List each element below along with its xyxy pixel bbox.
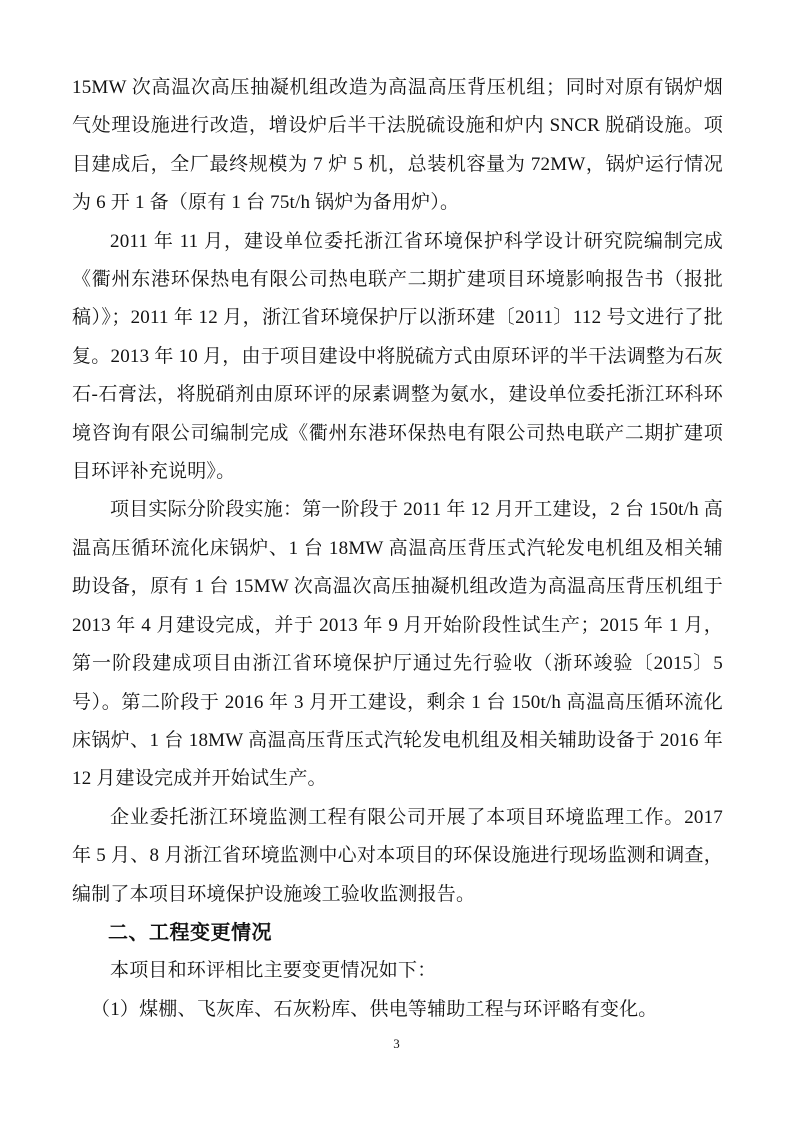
paragraph-changes-intro: 本项目和环评相比主要变更情况如下： — [110, 960, 437, 982]
paragraph-change-item-1: （1）煤棚、飞灰库、石灰粉库、供电等辅助工程与环评略有变化。 — [91, 998, 658, 1020]
paragraph-project-scale-continuation: 15MW 次高温次高压抽凝机组改造为高温高压背压机组；同时对原有锅炉烟气处理设施进行改造，增设炉后半干法脱硫设施和炉内 SNCR 脱硝设施。项目建成后，全厂最终规模为 7 炉 5 机，总装机容量为 72MW，锅炉运行情况为 6 开 1 备（原有 1 台 75t/h 锅炉为备用炉）。 — [72, 77, 723, 214]
paragraph-construction-phases: 项目实际分阶段实施：第一阶段于 2011 年 12 月开工建设，2 台 150t/h 高温高压循环流化床锅炉、1 台 18MW 高温高压背压式汽轮发电机组及相关辅助设备，原有 1 台 15MW 次高温次高压抽凝机组改造为高温高压背压机组于 2013 年 4 月建设完成，并于 2013 年 9 月开始阶段性试生产；2015 年 1 月，第一阶段建成项目由浙江省环境保护厅通过先行验收（浙环竣验〔2015〕5 号）。第二阶段于 2016 年 3 月开工建设，剩余 1 台 150t/h 高温高压循环流化床锅炉、1 台 18MW 高温高压背压式汽轮发电机组及相关辅助设备于 2016 年 12 月建设完成并开始试生产。 — [72, 499, 723, 790]
page-body — [72, 69, 723, 1029]
section-heading-project-changes: 二、工程变更情况 — [108, 921, 272, 944]
paragraph-eia-approval-history: 2011 年 11 月，建设单位委托浙江省环境保护科学设计研究院编制完成《衢州东港环保热电有限公司热电联产二期扩建项目环境影响报告书（报批稿）》；2011 年 12 月，浙江省环境保护厅以浙环建〔2011〕112 号文进行了批复。2013 年 10 月，由于项目建设中将脱硫方式由原环评的半干法调整为石灰石-石膏法，将脱硝剂由原环评的尿素调整为氨水，建设单位委托浙江环科环境咨询有限公司编制完成《衢州东港环保热电有限公司热电联产二期扩建项目环评补充说明》。 — [72, 230, 723, 483]
page-number: 3 — [393, 1036, 400, 1051]
paragraph-monitoring-commission: 企业委托浙江环境监测工程有限公司开展了本项目环境监理工作。2017 年 5 月、8 月浙江省环境监测中心对本项目的环保设施进行现场监测和调查，编制了本项目环境保护设施竣工验收监测报告。 — [72, 806, 723, 905]
